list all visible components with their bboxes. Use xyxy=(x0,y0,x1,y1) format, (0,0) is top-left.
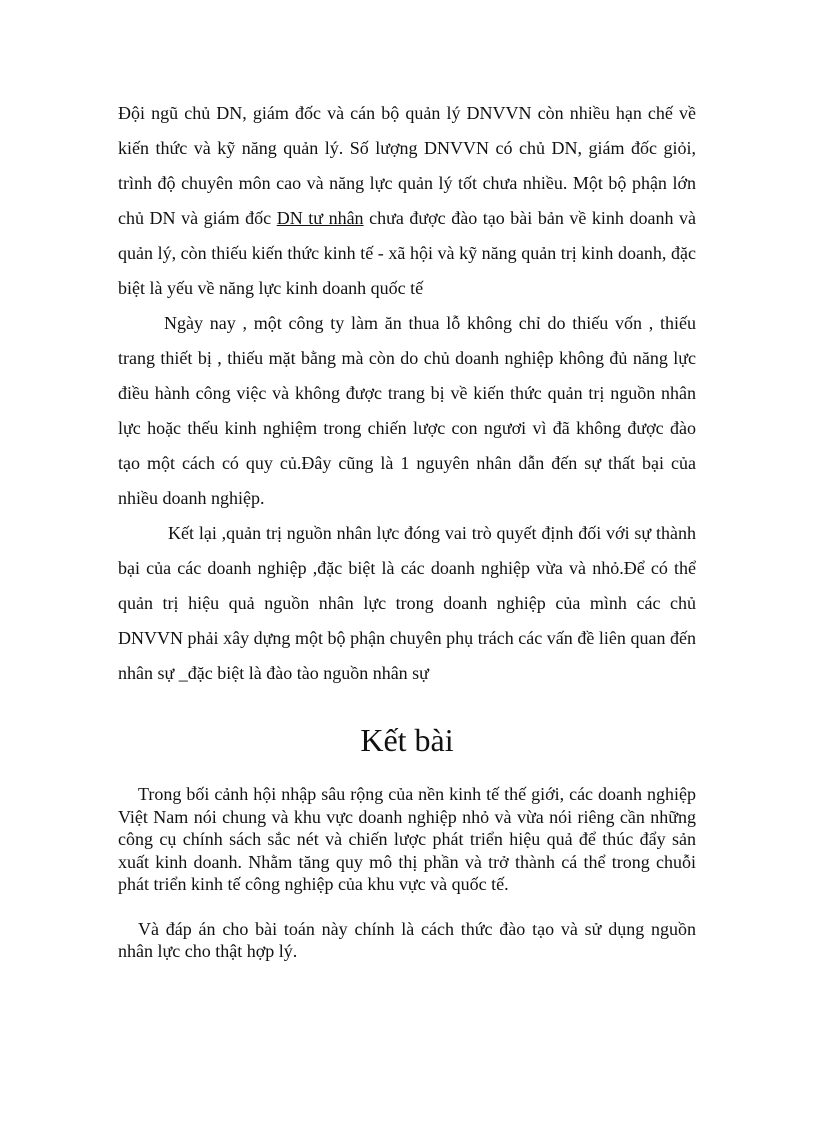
paragraph-text: chưa được đào tạo bài bản về kinh doanh và quản lý, còn thiếu kiến thức kinh tế - xã hội và kỹ năng quản trị kinh doanh, đặc biệt là yếu về năng lực kinh doanh quốc tế xyxy=(118,208,696,298)
paragraph-business-loss: Ngày nay , một công ty làm ăn thua lỗ không chỉ do thiếu vốn , thiếu trang thiết bị , thiếu mặt bằng mà còn do chủ doanh nghiệp không đủ năng lực điều hành công việc và không được trang bị về kiến thức quản trị nguồn nhân lực hoặc thếu kinh nghiệm trong chiến lược con ngươi vì đã không được đào tạo một cách có quy củ.Đây cũng là 1 nguyên nhân dẫn đến sự thất bại của nhiều doanh nghiệp. xyxy=(118,313,696,508)
paragraph-spacer xyxy=(118,896,696,918)
paragraph-management-skills xyxy=(118,96,696,306)
paragraph-text: Đội ngũ chủ DN, giám đốc và cán bộ quản lý DNVVN còn nhiều hạn chế về kiến thức và kỹ năng quản lý. Số lượng DNVVN có chủ DN, giám đốc giỏi, trình độ chuyên môn cao và năng lực quản lý tốt chưa nhiều. Một bộ phận lớn chủ DN và giám đốc xyxy=(118,103,696,228)
conclusion-paragraph-context: Trong bối cảnh hội nhập sâu rộng của nền kinh tế thế giới, các doanh nghiệp Việt Nam nói chung và khu vực doanh nghiệp nhỏ và vừa nói riêng cần những công cụ chính sách sắc nét và chiến lược phát triển hiệu quả để thúc đẩy sản xuất kinh doanh. Nhằm tăng quy mô thị phần và trở thành cá thể trong chuỗi phát triển kinh tế công nghiệp của khu vực và quốc tế. xyxy=(118,784,696,894)
paragraph-summary: Kết lại ,quản trị nguồn nhân lực đóng vai trò quyết định đối với sự thành bại của các doanh nghiệp ,đặc biệt là các doanh nghiệp vừa và nhỏ.Để có thể quản trị hiệu quả nguồn nhân lực trong doanh nghiệp của mình các chủ DNVVN phải xây dựng một bộ phận chuyên phụ trách các vấn đề liên quan đến nhân sự _đặc biệt là đào tào nguồn nhân sự xyxy=(118,523,696,683)
document-page xyxy=(118,96,696,963)
conclusion-paragraph-answer: Và đáp án cho bài toán này chính là cách thức đào tạo và sử dụng nguồn nhân lực cho thật hợp lý. xyxy=(118,918,696,961)
section-heading: Kết bài xyxy=(360,722,454,758)
private-enterprise-link[interactable]: DN tư nhân xyxy=(276,208,364,228)
